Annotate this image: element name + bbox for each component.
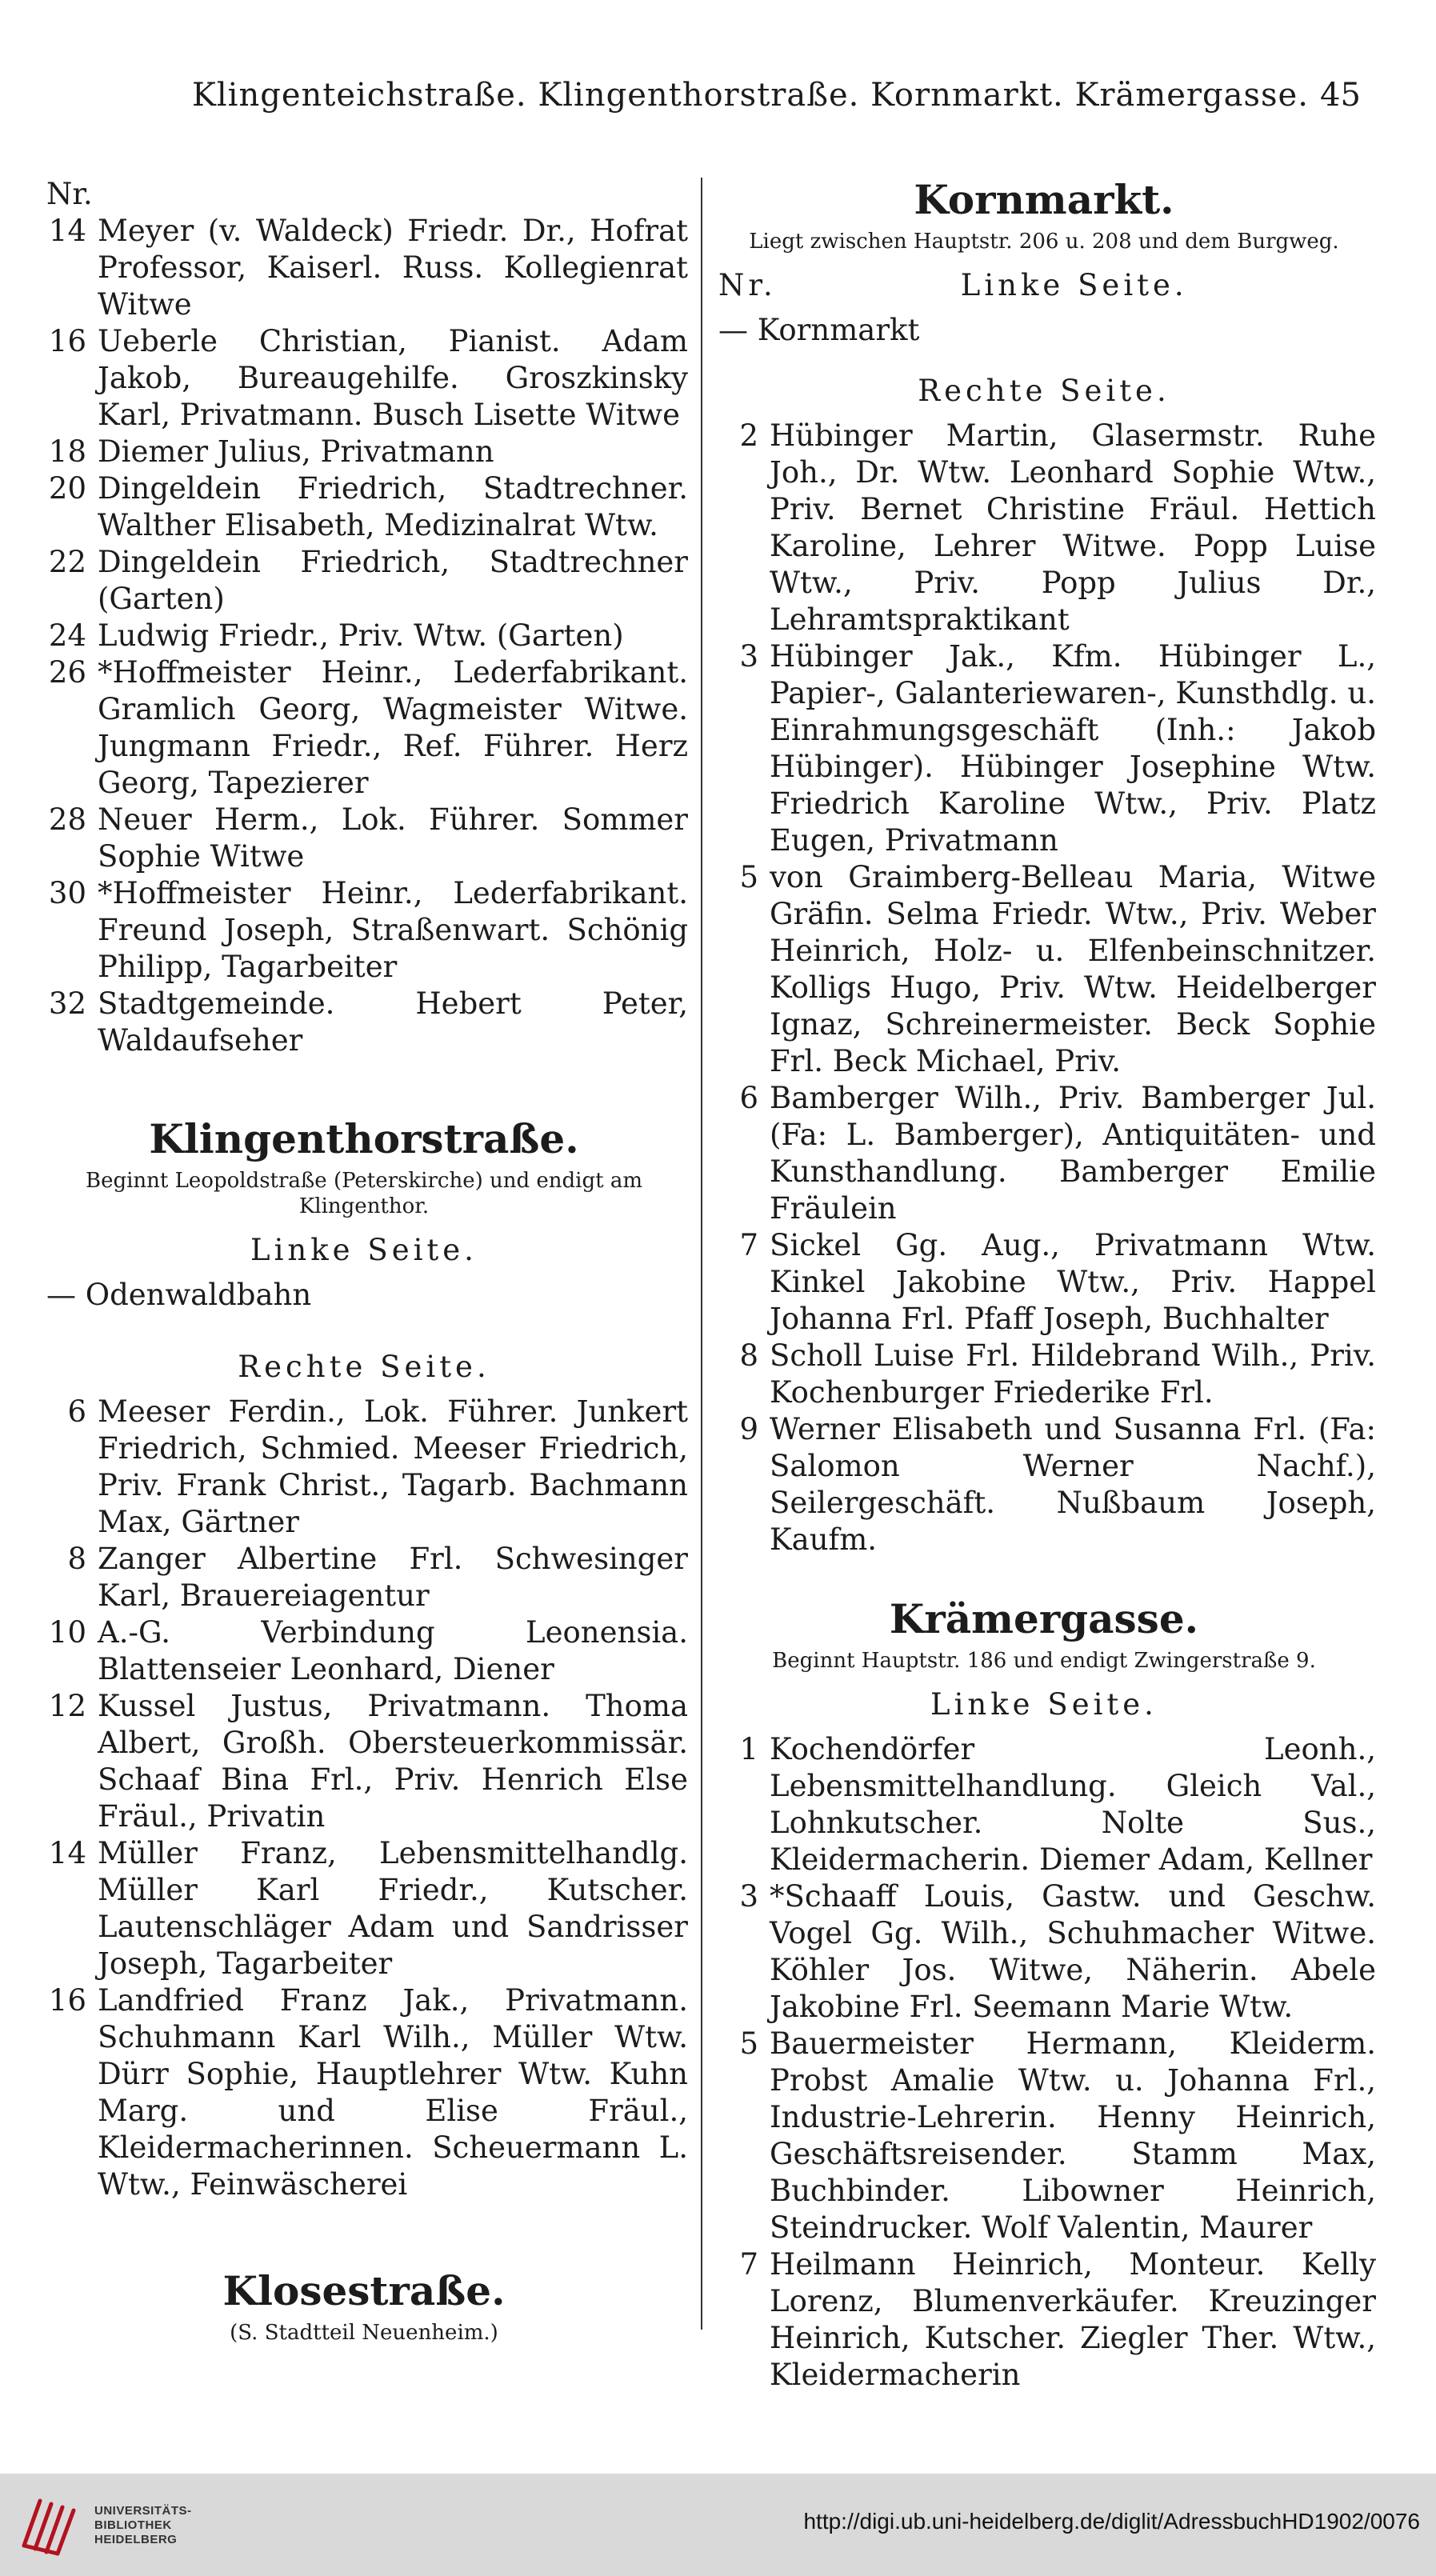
list-item [712, 2246, 1376, 2394]
list-item [40, 213, 688, 323]
list-item [40, 323, 688, 434]
column-divider [701, 178, 702, 2330]
house-number: 30 [48, 876, 86, 910]
list-item [712, 1227, 1376, 1338]
resident-text: von Graimberg-Belleau Maria, Witwe Gräfin. Selma Friedr. Wtw., Priv. Weber Heinrich, Holz- u. Elfenbeinschnitzer. Kolligs Hugo, Priv. Wtw. Heidelberger Ignaz, Schreinermeister. Beck Sophie Frl. Beck Michael, Priv. [770, 860, 1376, 1078]
resident-text: Landfried Franz Jak., Privatmann. Schuhmann Karl Wilh., Müller Wtw. Dürr Sophie, Hauptlehrer Wtw. Kuhn Marg. und Elise Fräul., Kleidermacherinnen. Scheuermann L. Wtw., Feinwäscherei [98, 1983, 688, 2202]
house-number: 22 [48, 545, 86, 579]
list-item [712, 638, 1376, 859]
left-side-note: — Odenwaldbahn [46, 1278, 312, 1312]
running-head: Klingenteichstraße. Klingenthorstraße. Kornmarkt. Krämergasse. [192, 77, 1309, 114]
house-number: 32 [48, 986, 86, 1021]
resident-text: Werner Elisabeth und Susanna Frl. (Fa: Salomon Werner Nachf.), Seilergeschäft. Nußbaum Joseph, Kaufm. [770, 1412, 1376, 1557]
list-item [712, 1080, 1376, 1227]
resident-text: Scholl Luise Frl. Hildebrand Wilh., Priv. Kochenburger Friederike Frl. [770, 1338, 1376, 1410]
house-number: 7 [739, 2247, 758, 2282]
list-item [40, 1541, 688, 1614]
list-item [40, 470, 688, 544]
resident-text: Sickel Gg. Aug., Privatmann Wtw. Kinkel Jakobine Wtw., Priv. Happel Johanna Frl. Pfaff Joseph, Buchhalter [770, 1228, 1376, 1336]
house-number: 5 [739, 2026, 758, 2061]
house-number: 6 [67, 1394, 86, 1429]
list-item [712, 1411, 1376, 1558]
list-item [712, 1338, 1376, 1411]
side-label-left: Linke Seite. [250, 1233, 478, 1267]
list-item [712, 2026, 1376, 2246]
resident-text: Stadtgemeinde. Hebert Peter, Waldaufseher [98, 986, 688, 1058]
side-label-right: Rechte Seite. [918, 374, 1170, 408]
resident-text: Bauermeister Hermann, Kleiderm. Probst Amalie Wtw. u. Johanna Frl., Industrie-Lehrerin. Henny Heinrich, Geschäftsreisender. Stamm Max, Buchbinder. Libowner Heinrich, Steindrucker. Wolf Valentin, Maurer [770, 2026, 1376, 2245]
street-title: Krämergasse. [889, 1595, 1199, 1642]
resident-text: Kussel Justus, Privatmann. Thoma Albert, Großh. Obersteuerkommissär. Schaaf Bina Frl., Priv. Henrich Else Fräul., Privatin [98, 1689, 688, 1834]
street-title: Klingenthorstraße. [149, 1115, 579, 1162]
street-title: Klosestraße. [222, 2267, 506, 2314]
street-description: Liegt zwischen Hauptstr. 206 u. 208 und dem Burgweg. [749, 230, 1339, 254]
house-number: 2 [739, 418, 758, 453]
list-item [712, 859, 1376, 1080]
resident-text: Kochendörfer Leonh., Lebensmittelhandlung. Gleich Val., Lohnkutscher. Nolte Sus., Kleidermacherin. Diemer Adam, Kellner [770, 1732, 1376, 1877]
resident-text: Müller Franz, Lebensmittelhandlg. Müller Karl Friedr., Kutscher. Lautenschläger Adam und Sandrisser Joseph, Tagarbeiter [98, 1836, 688, 1981]
resident-text: Ludwig Friedr., Priv. Wtw. (Garten) [98, 618, 624, 653]
resident-text: Heilmann Heinrich, Monteur. Kelly Lorenz, Blumenverkäufer. Kreuzinger Heinrich, Kutscher. Ziegler Ther. Wtw., Kleidermacherin [770, 2247, 1376, 2392]
page-number: 45 [1320, 77, 1361, 114]
list-item [40, 1835, 688, 1982]
house-number: 20 [48, 471, 86, 506]
street-description: (S. Stadtteil Neuenheim.) [230, 2321, 498, 2345]
list-item [40, 434, 688, 470]
house-number: 1 [739, 1732, 758, 1766]
resident-text: Dingeldein Friedrich, Stadtrechner (Garten) [98, 545, 688, 616]
left-column [40, 176, 688, 2357]
list-item [712, 1878, 1376, 2026]
house-number: 24 [48, 618, 86, 653]
street-description: Beginnt Leopoldstraße (Peterskirche) und endigt am Klingenthor. [85, 1169, 643, 1218]
side-label-text: Linke Seite. [960, 268, 1188, 302]
resident-text: Ueberle Christian, Pianist. Adam Jakob, Bureaugehilfe. Groszkinsky Karl, Privatmann. Busch Lisette Witwe [98, 324, 688, 432]
house-number: 3 [739, 1879, 758, 1914]
list-item [40, 802, 688, 875]
resident-text: Meyer (v. Waldeck) Friedr. Dr., Hofrat Professor, Kaiserl. Russ. Kollegienrat Witwe [98, 214, 688, 322]
list-item [40, 1394, 688, 1541]
house-number: 16 [48, 324, 86, 358]
house-number: 12 [48, 1689, 86, 1723]
house-number: 28 [48, 802, 86, 837]
house-number: 9 [739, 1412, 758, 1446]
house-number: 14 [48, 214, 86, 248]
house-number: 8 [739, 1338, 758, 1373]
logo-line: BIBLIOTHEK [94, 2518, 172, 2532]
resident-text: Bamberger Wilh., Priv. Bamberger Jul. (Fa: L. Bamberger), Antiquitäten- und Kunsthandlung. Bamberger Emilie Fräulein [770, 1081, 1376, 1226]
house-number: 3 [739, 639, 758, 674]
side-label-left: Linke Seite. [930, 1687, 1158, 1722]
footer-band [0, 2474, 1436, 2576]
side-label-left [718, 267, 1376, 304]
resident-text: A.-G. Verbindung Leonensia. Blattenseier Leonhard, Diener [98, 1615, 688, 1686]
list-item [40, 544, 688, 618]
logo-line: UNIVERSITÄTS- [94, 2504, 192, 2518]
list-item [40, 1688, 688, 1835]
resident-text: Meeser Ferdin., Lok. Führer. Junkert Friedrich, Schmied. Meeser Friedrich, Priv. Frank Christ., Tagarb. Bachmann Max, Gärtner [98, 1394, 688, 1539]
house-number: 8 [67, 1542, 86, 1576]
house-number: 7 [739, 1228, 758, 1262]
logo-text [94, 2504, 192, 2547]
street-title: Kornmarkt. [914, 176, 1174, 223]
house-number: 26 [48, 655, 86, 690]
resident-text: Hübinger Jak., Kfm. Hübinger L., Papier-, Galanteriewaren-, Kunsthdlg. u. Einrahmungsgeschäft (Inh.: Jakob Hübinger). Hübinger Josephine Wtw. Friedrich Karoline Wtw., Priv. Platz Eugen, Privatmann [770, 639, 1376, 858]
logo-line: HEIDELBERG [94, 2533, 178, 2546]
resident-text: Dingeldein Friedrich, Stadtrechner. Walther Elisabeth, Medizinalrat Wtw. [98, 471, 688, 542]
house-number: 10 [48, 1615, 86, 1650]
house-number: 14 [48, 1836, 86, 1870]
resident-text: Diemer Julius, Privatmann [98, 434, 494, 469]
list-item [40, 618, 688, 654]
right-column [712, 176, 1376, 2394]
list-item [712, 418, 1376, 638]
house-number: 16 [48, 1983, 86, 2018]
left-side-note: — Kornmarkt [718, 313, 920, 347]
list-item [712, 1731, 1376, 1878]
house-number: 6 [739, 1081, 758, 1115]
resident-text: Zanger Albertine Frl. Schwesinger Karl, Brauereiagentur [98, 1542, 688, 1613]
page-header [0, 77, 1436, 125]
nr-label: Nr. [46, 177, 93, 211]
list-item [40, 1982, 688, 2203]
street-description: Beginnt Hauptstr. 186 und endigt Zwingerstraße 9. [772, 1649, 1316, 1673]
house-number: 5 [739, 860, 758, 894]
list-item [40, 986, 688, 1059]
resident-text: Neuer Herm., Lok. Führer. Sommer Sophie Witwe [98, 802, 688, 874]
resident-text: *Hoffmeister Heinr., Lederfabrikant. Freund Joseph, Straßenwart. Schönig Philipp, Tagarbeiter [98, 876, 688, 984]
resident-text: *Schaaff Louis, Gastw. und Geschw. Vogel Gg. Wilh., Schuhmacher Witwe. Köhler Jos. Witwe, Näherin. Abele Jakobine Frl. Seemann Marie Wtw. [770, 1879, 1376, 2024]
resident-text: *Hoffmeister Heinr., Lederfabrikant. Gramlich Georg, Wagmeister Witwe. Jungmann Friedr., Ref. Führer. Herz Georg, Tapezierer [98, 655, 688, 800]
list-item [40, 875, 688, 986]
source-url-link[interactable]: http://digi.ub.uni-heidelberg.de/diglit/AdressbuchHD1902/0076 [803, 2509, 1420, 2534]
resident-text: Hübinger Martin, Glasermstr. Ruhe Joh., Dr. Wtw. Leonhard Sophie Wtw., Priv. Bernet Christine Fräul. Hettich Karoline, Lehrer Witwe. Popp Luise Wtw., Priv. Popp Julius Dr., Lehramtspraktikant [770, 418, 1376, 637]
house-number: 18 [48, 434, 86, 469]
side-label-right: Rechte Seite. [238, 1350, 490, 1384]
university-logo-icon [16, 2490, 86, 2560]
list-item [40, 654, 688, 802]
nr-label: Nr. [718, 268, 777, 302]
list-item [40, 1614, 688, 1688]
